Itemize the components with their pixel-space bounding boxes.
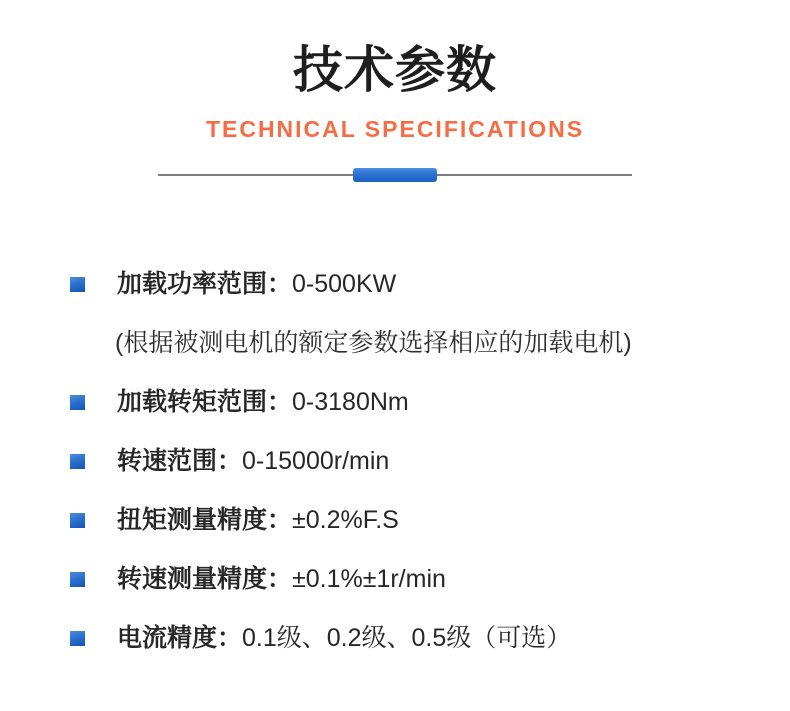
spec-text — [117, 623, 571, 653]
spec-item — [70, 564, 790, 594]
spec-value: 0-15000r/min — [242, 447, 390, 475]
spec-row — [70, 269, 790, 299]
blue-square-bullet-icon — [70, 513, 85, 528]
blue-square-bullet-icon — [70, 395, 85, 410]
spec-text — [117, 446, 389, 476]
blue-pill-divider-icon — [353, 168, 437, 182]
spec-value: 0.1级、0.2级、0.5级（可选） — [242, 624, 572, 652]
spec-label: 电流精度： — [117, 624, 243, 652]
blue-square-bullet-icon — [70, 277, 85, 292]
spec-text — [117, 387, 409, 417]
spec-item — [70, 446, 790, 476]
spec-item — [70, 269, 790, 358]
spec-text — [117, 269, 396, 299]
page-header — [0, 0, 790, 182]
spec-list — [70, 269, 790, 653]
blue-square-bullet-icon — [70, 454, 85, 469]
spec-label: 转速测量精度： — [117, 565, 293, 593]
spec-row — [70, 623, 790, 653]
page-subtitle: TECHNICAL SPECIFICATIONS — [205, 116, 585, 142]
spec-value: ±0.1%±1r/min — [292, 565, 446, 593]
blue-square-bullet-icon — [70, 631, 85, 646]
blue-square-bullet-icon — [70, 572, 85, 587]
spec-item — [70, 505, 790, 535]
spec-item — [70, 623, 790, 653]
spec-label: 扭矩测量精度： — [117, 506, 293, 534]
spec-label: 转速范围： — [117, 447, 243, 475]
spec-label: 加载功率范围： — [117, 270, 293, 298]
spec-row — [70, 505, 790, 535]
spec-text — [117, 564, 446, 594]
spec-value: 0-500KW — [292, 270, 397, 298]
spec-row — [70, 446, 790, 476]
spec-row — [70, 564, 790, 594]
spec-label: 加载转矩范围： — [117, 388, 293, 416]
spec-text — [117, 505, 399, 535]
spec-row — [70, 387, 790, 417]
spec-value: ±0.2%F.S — [292, 506, 399, 534]
spec-value: 0-3180Nm — [292, 388, 409, 416]
spec-note: (根据被测电机的额定参数选择相应的加载电机) — [115, 329, 632, 357]
spec-item — [70, 387, 790, 417]
page-title: 技术参数 — [293, 42, 497, 98]
section-divider — [158, 168, 632, 182]
